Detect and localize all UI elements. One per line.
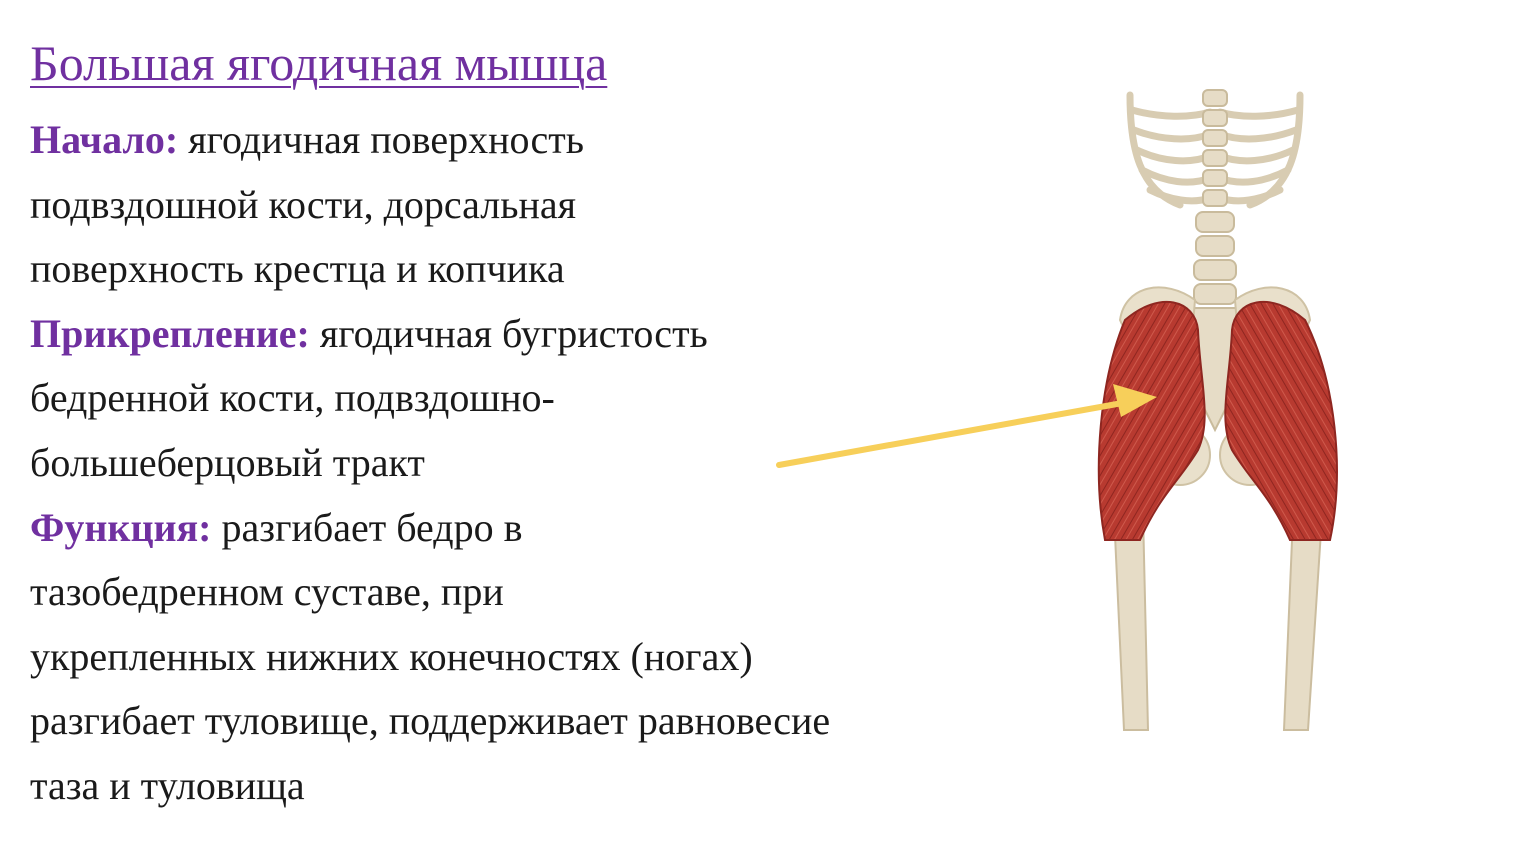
origin-label: Начало:: [30, 117, 179, 162]
insertion-text-1: ягодичная бугристость: [319, 310, 708, 356]
origin-text-3: поверхность крестца и копчика: [30, 246, 565, 292]
insertion-label: Прикрепление:: [30, 310, 310, 356]
origin-text-2: подвздошной кости, дорсальная: [30, 181, 577, 227]
function-text-1: разгибает бедро в: [221, 504, 523, 550]
slide-title: Большая ягодичная мышца: [30, 35, 608, 91]
gluteus-maximus-anatomy-icon: [770, 85, 1370, 745]
origin-text-1: ягодичная поверхность: [188, 117, 584, 162]
function-text-3: укрепленных нижних конечностях (ногах): [30, 633, 753, 679]
insertion-text-3: большеберцовый тракт: [30, 439, 425, 485]
insertion-text-2: бедренной кости, подвздошно-: [30, 375, 555, 421]
function-label: Функция:: [30, 504, 212, 550]
function-text-2: тазобедренном суставе, при: [30, 569, 504, 615]
function-text-4: разгибает туловище, поддерживает равновесие: [30, 698, 831, 744]
function-text-5: таза и туловища: [30, 762, 305, 808]
